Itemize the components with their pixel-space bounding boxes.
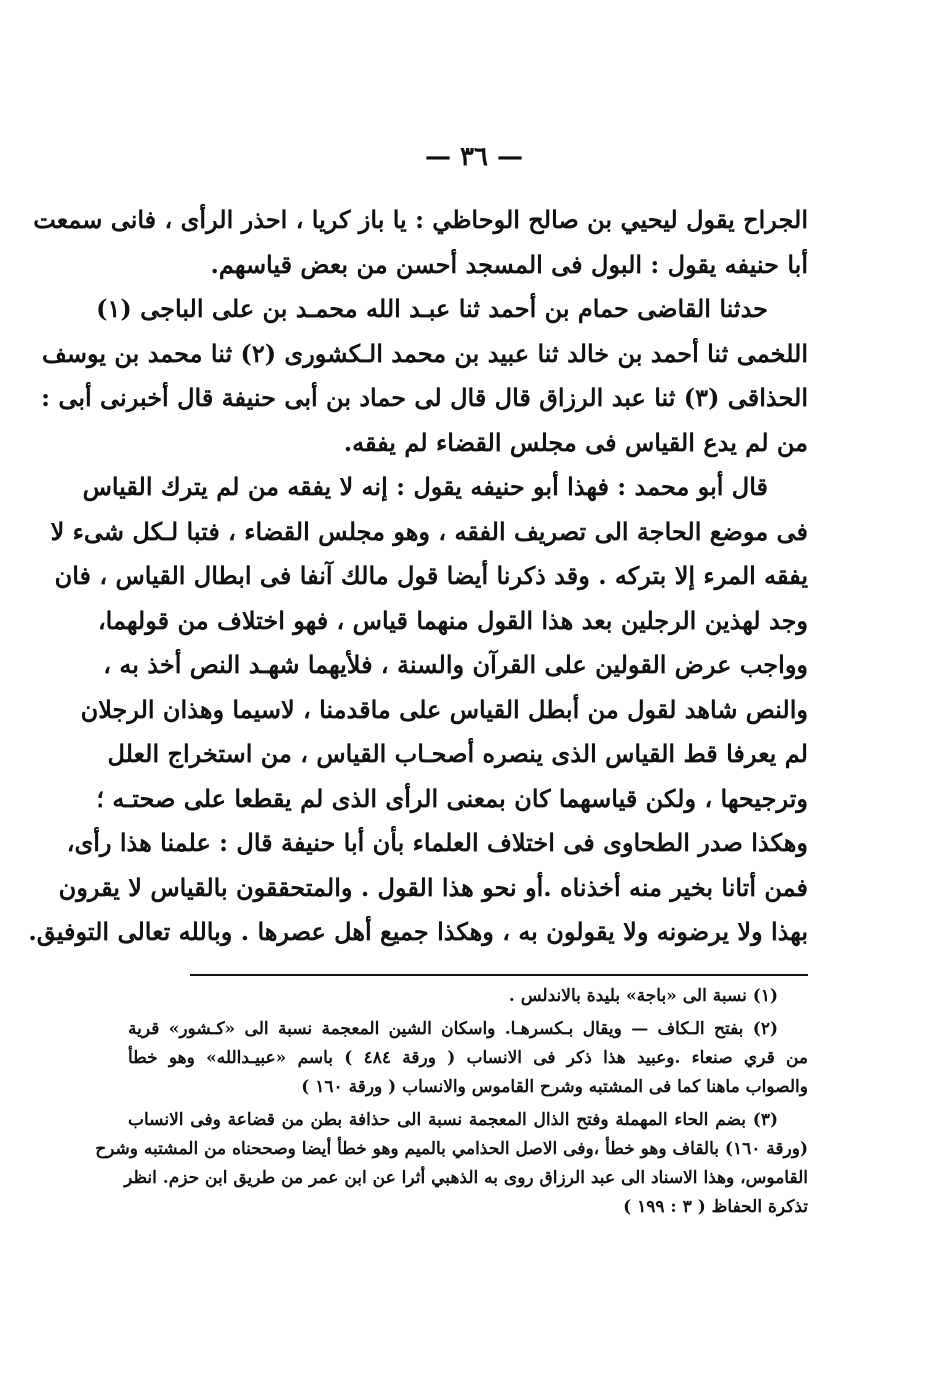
text-line: الجراح يقول ليحيي بن صالح الوحاظي : يا باز كريا ، احذر الرأى ، فانى سمعت — [33, 205, 808, 234]
text-line: وترجيحها ، ولكن قياسهما كان بمعنى الرأى الذى لم يقطعا على صحتـه ؛ — [96, 783, 808, 813]
text-line: والنص شاهد لقول من أبطل القياس على ماقدمنا ، لاسيما وهذان الرجلان — [80, 694, 808, 724]
footnote-line: تذكرة الحفاظ ( ٣ : ١٩٩ ) — [623, 1197, 808, 1217]
footnote-line: القاموس، وهذا الاسناد الى عبد الرزاق روى به الذهبي أثرا عن ابن عمر من طريق ابن حزم. انظر — [124, 1168, 808, 1188]
text-line: الحذاقى (٣) ثنا عبد الرزاق قال قال لى حماد بن أبى حنيفة قال أخبرنى أبى : — [41, 383, 808, 412]
text-line: فى موضع الحاجة الى تصريف الفقه ، وهو مجلس القضاء ، فتبا لـكل شىء لا — [50, 516, 808, 546]
text-line: من لم يدع القياس فى مجلس القضاء لم يفقه. — [343, 427, 808, 457]
footnote-1 — [128, 982, 808, 1011]
text-line: أبا حنيفه يقول : البول فى المسجد أحسن من بعض قياسهم. — [210, 249, 808, 279]
footnote-line: والصواب ماهنا كما فى المشتبه وشرح القاموس والانساب ( ورقة ١٦٠ ) — [301, 1077, 808, 1097]
text-line: لم يعرفا قط القياس الذى ينصره أصحـاب القياس ، من استخراج العلل — [107, 739, 808, 768]
footnote-line: (٣) بضم الحاء المهملة وفتح الذال المعجمة نسبة الى حذافة بطن من قضاعة وفى الانساب — [128, 1110, 778, 1130]
text-line: وواجب عرض القولين على القرآن والسنة ، فلأيهما شهـد النص أخذ به ، — [103, 650, 808, 679]
text-line: حدثنا القاضى حمام بن أحمد ثنا عبـد الله محمـد بن على الباجى (١) — [96, 294, 768, 323]
footnote-line: من قري صنعاء .وعبيد هذا ذكر فى الانساب ( ورقة ٤٨٤ ) باسم «عبيـدالله» وهو خطأ — [128, 1048, 809, 1068]
footnote-line: (ورقة ١٦٠) بالقاف وهو خطأ ،وفى الاصل الحذامي بالميم وهو خطأ أيضا وصححناه من المشتبه وشرح — [95, 1139, 808, 1159]
main-text-body — [28, 198, 808, 955]
text-line: قال أبو محمد : فهذا أبو حنيفه يقول : إنه لا يفقه من لم يترك القياس — [82, 472, 768, 501]
text-line: يفقه المرء إلا بتركه . وقد ذكرنا أيضا قول مالك آنفا فى ابطال القياس ، فان — [54, 561, 808, 590]
page-number: — ٣٦ — — [424, 142, 524, 172]
text-line: فمن أتانا بخير منه أخذناه .أو نحو هذا القول . والمتحققون بالقياس لا يقرون — [58, 872, 808, 902]
footnote-line: (١) نسبة الى «باجة» بليدة بالاندلس . — [508, 986, 778, 1006]
text-line: اللخمى ثنا أحمد بن خالد ثنا عبيد بن محمد الـكشورى (٢) ثنا محمد بن يوسف — [42, 338, 808, 368]
text-line: بهذا ولا يرضونه ولا يقولون به ، وهكذا جميع أهل عصرها . وبالله تعالى التوفيق. — [28, 917, 808, 946]
footnote-3 — [95, 1106, 808, 1222]
footnote-2 — [128, 1015, 808, 1102]
footnotes — [95, 982, 809, 1222]
footnote-line: (٢) بفتح الـكاف — ويقال بـكسرهـا. واسكان الشين المعجمة نسبة الى «كـشور» قرية — [128, 1019, 778, 1039]
footnote-divider — [190, 974, 808, 976]
text-line: وجد لهذين الرجلين بعد هذا القول منهما قياس ، فهو اختلاف من قولهما، — [97, 605, 808, 635]
text-line: وهكذا صدر الطحاوى فى اختلاف العلماء بأن أبا حنيفة قال : علمنا هذا رأى، — [66, 828, 808, 857]
